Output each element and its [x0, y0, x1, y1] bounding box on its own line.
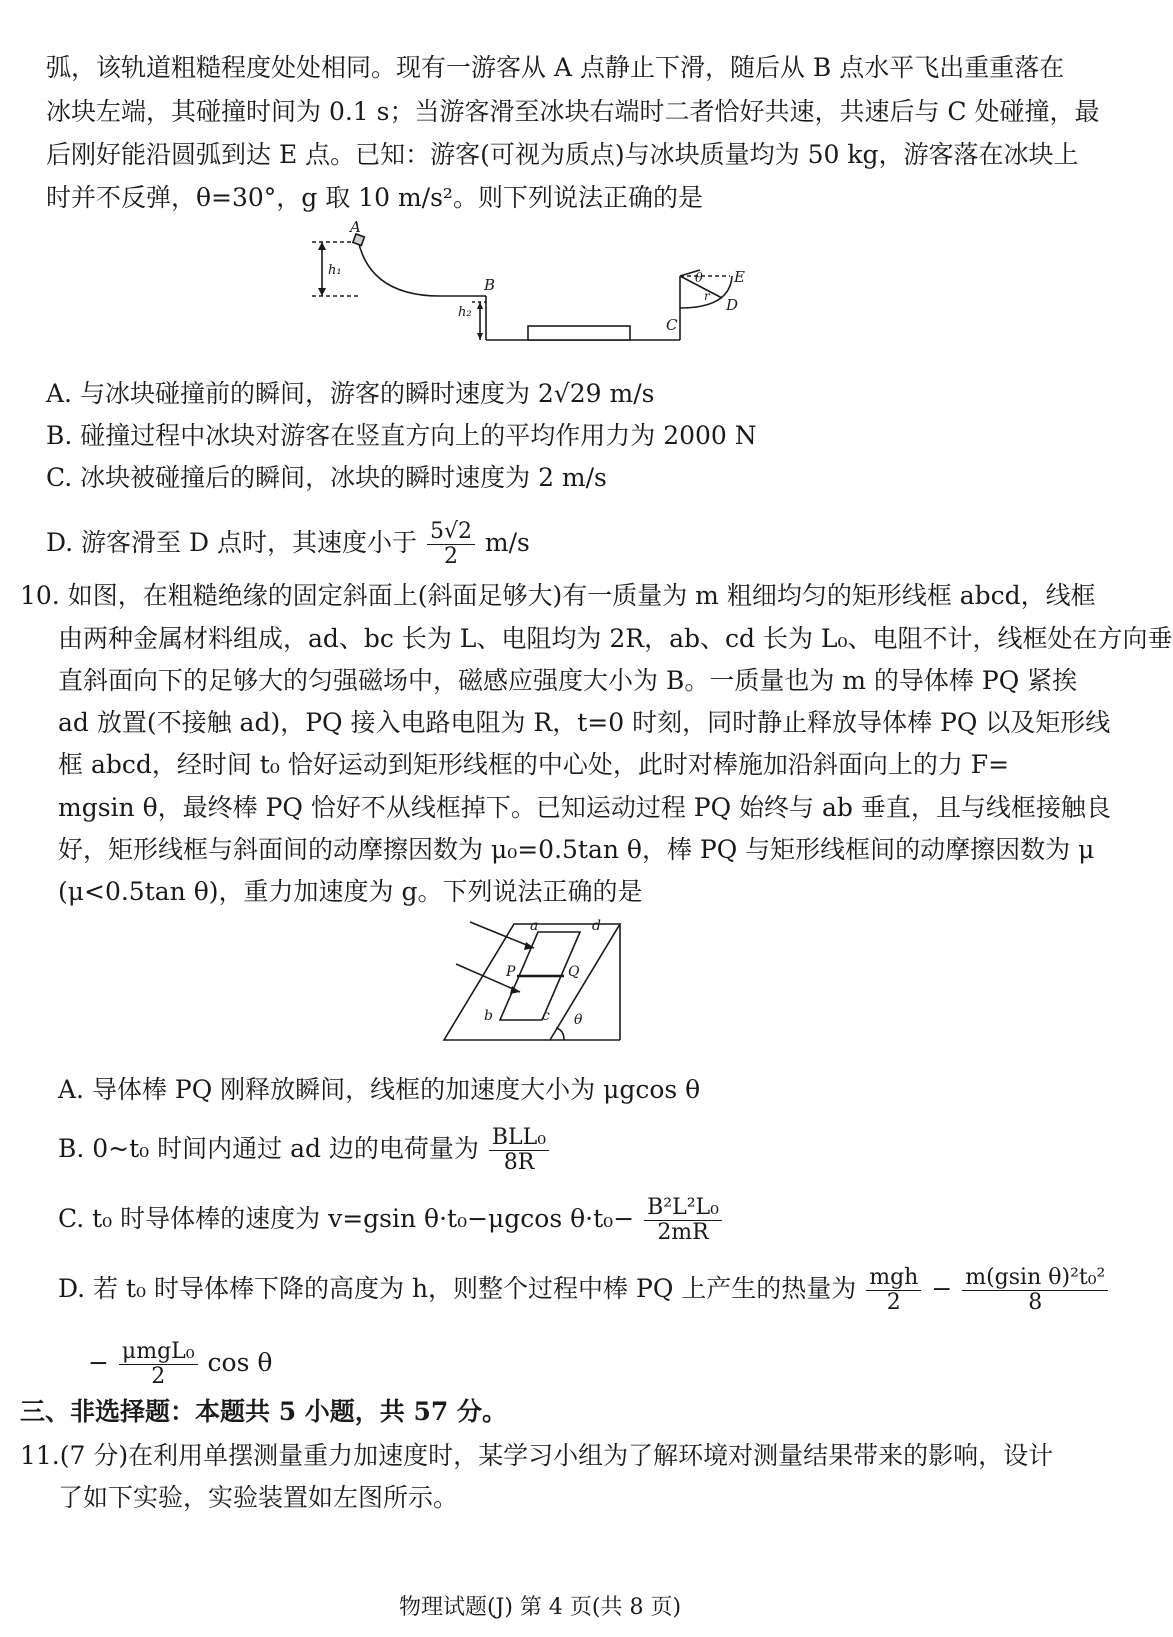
q10-option-b: [58, 1126, 551, 1175]
q10-stem-line-3: 直斜面向下的足够大的匀强磁场中，磁感应强度大小为 B。一质量也为 m 的导体棒 PQ 紧挨: [58, 666, 1078, 695]
fig9-label-E: E: [734, 268, 745, 286]
q10-option-d: [58, 1266, 1110, 1315]
fig10-label-P: P: [506, 964, 516, 980]
q10-option-d2-cos: cos θ: [207, 1348, 273, 1377]
fig9-label-h2: h₂: [458, 305, 472, 320]
fig10-label-a: a: [530, 918, 539, 934]
q10-option-d-continued: [88, 1340, 272, 1389]
q9-stem-line-2: 冰块左端，其碰撞时间为 0.1 s；当游客滑至冰块右端时二者恰好共速，共速后与 C 处碰撞，最: [46, 97, 1100, 126]
q9-option-c: C. 冰块被碰撞后的瞬间，冰块的瞬时速度为 2 m/s: [46, 463, 607, 492]
q10-stem-line-4: ad 放置(不接触 ad)，PQ 接入电路电阻为 R，t=0 时刻，同时静止释放导体棒 PQ 以及矩形线: [58, 708, 1111, 737]
q9-option-d-unit: m/s: [484, 528, 530, 557]
section-3-heading: 三、非选择题：本题共 5 小题，共 57 分。: [20, 1397, 508, 1426]
q10-option-c: [58, 1196, 724, 1245]
q10-option-c-text: C. t₀ 时导体棒的速度为 v=gsin θ·t₀−μgcos θ·t₀−: [58, 1204, 635, 1233]
q10-option-d-fraction-1: [866, 1266, 921, 1315]
q10-option-c-fraction: [644, 1196, 722, 1245]
q10-stem-line-7: 好，矩形线框与斜面间的动摩擦因数为 μ₀=0.5tan θ，棒 PQ 与矩形线框间的动摩擦因数为 μ: [58, 835, 1095, 864]
fig9-label-r: r: [704, 289, 710, 303]
page-footer: 物理试题(J) 第 4 页(共 8 页): [398, 1595, 682, 1620]
q10-option-d2-fraction: [119, 1340, 198, 1389]
q9-stem-line-1: 弧，该轨道粗糙程度处处相同。现有一游客从 A 点静止下滑，随后从 B 点水平飞出重重落在: [46, 53, 1065, 82]
q10-option-d-num-2: m(gsin θ)²t₀²: [962, 1266, 1108, 1291]
fig10-label-b: b: [484, 1008, 493, 1024]
q10-option-c-den: 2mR: [657, 1220, 709, 1245]
fig9-label-C: C: [666, 316, 678, 334]
q9-option-b: B. 碰撞过程中冰块对游客在竖直方向上的平均作用力为 2000 N: [46, 421, 757, 450]
q9-option-d-den: 2: [443, 544, 458, 569]
q10-option-d2-den: 2: [151, 1364, 166, 1389]
q10-option-b-fraction: [489, 1126, 549, 1175]
q9-option-d-text: D. 游客滑至 D 点时，其速度小于: [46, 528, 417, 557]
q10-option-d-num-1: mgh: [866, 1266, 921, 1291]
q10-stem-line-2: 由两种金属材料组成，ad、bc 长为 L、电阻均为 2R，ab、cd 长为 L₀、电阻不计，线框处在方向垂: [58, 624, 1173, 653]
q9-option-d-fraction: [427, 520, 475, 569]
q11-line-2: 了如下实验，实验装置如左图所示。: [58, 1483, 459, 1512]
q10-option-d-text: D. 若 t₀ 时导体棒下降的高度为 h，则整个过程中棒 PQ 上产生的热量为: [58, 1274, 857, 1303]
fig9-label-D: D: [726, 296, 739, 314]
fig9-label-h1: h₁: [328, 263, 342, 278]
q10-stem-line-5: 框 abcd，经时间 t₀ 恰好运动到矩形线框的中心处，此时对棒施加沿斜面向上的力 F=: [58, 750, 1010, 779]
fig9-label-theta: θ: [695, 271, 703, 286]
q10-stem-line-8: (μ<0.5tan θ)，重力加速度为 g。下列说法正确的是: [58, 877, 643, 906]
q10-incline-figure: [430, 912, 650, 1052]
q10-stem-line-1: 10. 如图，在粗糙绝缘的固定斜面上(斜面足够大)有一质量为 m 粗细均匀的矩形线框 abcd，线框: [20, 581, 1096, 610]
q10-option-b-num: BLL₀: [489, 1126, 549, 1151]
fig10-label-Q: Q: [568, 964, 580, 980]
q10-option-b-text: B. 0~t₀ 时间内通过 ad 边的电荷量为: [58, 1134, 479, 1163]
q10-option-b-den: 8R: [503, 1150, 535, 1175]
fig9-label-A: A: [350, 218, 361, 236]
q11-line-1: 11.(7 分)在利用单摆测量重力加速度时，某学习小组为了解环境对测量结果带来的影响，设计: [20, 1441, 1054, 1470]
q10-option-c-num: B²L²L₀: [644, 1196, 722, 1221]
q9-option-a: A. 与冰块碰撞前的瞬间，游客的瞬时速度为 2√29 m/s: [46, 379, 655, 408]
q10-option-d-minus: −: [931, 1274, 953, 1303]
q10-option-d2-minus: −: [88, 1348, 109, 1377]
fig10-label-theta: θ: [574, 1012, 583, 1028]
q10-option-d-fraction-2: [962, 1266, 1108, 1315]
q9-option-d-num: 5√2: [427, 520, 475, 545]
q10-option-d-den-2: 8: [1028, 1290, 1043, 1315]
q10-option-a: A. 导体棒 PQ 刚释放瞬间，线框的加速度大小为 μgcos θ: [58, 1075, 701, 1104]
fig10-label-c: c: [542, 1008, 550, 1024]
q9-track-figure: [300, 218, 770, 358]
q9-option-d: [46, 520, 530, 569]
q10-stem-line-6: mgsin θ，最终棒 PQ 恰好不从线框掉下。已知运动过程 PQ 始终与 ab 垂直，且与线框接触良: [58, 793, 1111, 822]
fig9-label-B: B: [484, 276, 496, 294]
q10-option-d-den-1: 2: [886, 1290, 901, 1315]
q9-stem-line-4: 时并不反弹，θ=30°，g 取 10 m/s²。则下列说法正确的是: [46, 183, 703, 212]
q10-option-d2-num: μmgL₀: [119, 1340, 198, 1365]
q9-stem-line-3: 后刚好能沿圆弧到达 E 点。已知：游客(可视为质点)与冰块质量均为 50 kg，游客落在冰块上: [46, 140, 1079, 169]
fig10-label-d: d: [592, 918, 601, 934]
